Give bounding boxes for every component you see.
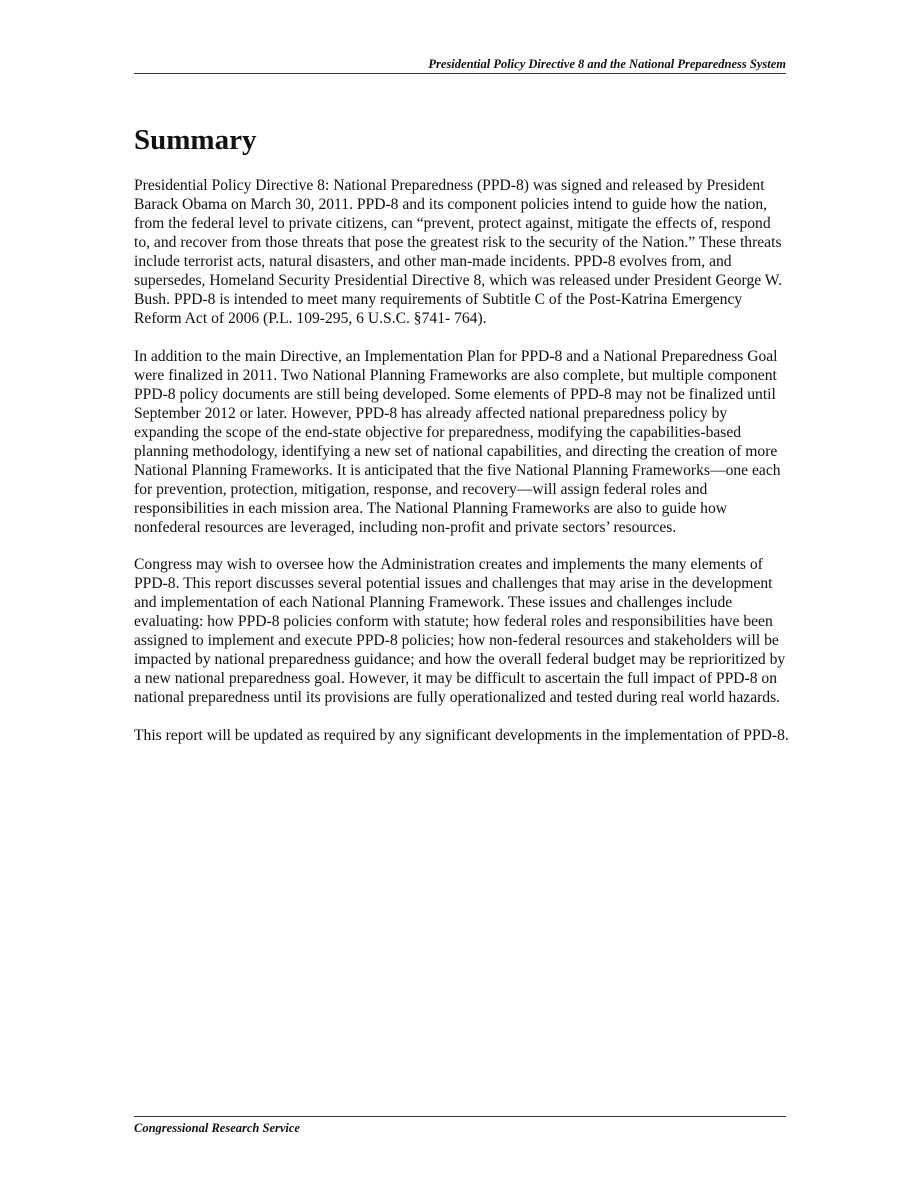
page-title: Summary (134, 124, 257, 156)
summary-paragraph-2: In addition to the main Directive, an Implementation Plan for PPD-8 and a National Preparedness Goal were finalized in 2011. Two National Planning Frameworks are also complete, but multiple component PPD-8 policy documents are still being developed. Some elements of PPD-8 may not be finalized until September 2012 or later. However, PPD-8 has already affected national preparedness policy by expanding the scope of the end-state objective for preparedness, modifying the capabilities-based planning methodology, identifying a new set of national capabilities, and directing the creation of more National Planning Frameworks. It is anticipated that the five National Planning Frameworks—one each for prevention, protection, mitigation, response, and recovery—will assign federal roles and responsibilities in each mission area. The National Planning Frameworks are also to guide how nonfederal resources are leveraged, including non-profit and private sectors’ resources. (134, 347, 781, 536)
header-divider (134, 73, 786, 74)
summary-paragraph-1: Presidential Policy Directive 8: National Preparedness (PPD-8) was signed and released by President Barack Obama on March 30, 2011. PPD-8 and its component policies intend to guide how the nation, from the federal level to private citizens, can “prevent, protect against, mitigate the effects of, respond to, and recover from those threats that pose the greatest risk to the security of the Nation.” These threats include terrorist acts, natural disasters, and other man-made incidents. PPD-8 evolves from, and supersedes, Homeland Security Presidential Directive 8, which was released under President George W. Bush. PPD-8 is intended to meet many requirements of Subtitle C of the Post-Katrina Emergency Reform Act of 2006 (P.L. 109-295, 6 U.S.C. §741- 764). (134, 177, 782, 327)
running-footer: Congressional Research Service (134, 1121, 300, 1135)
running-header: Presidential Policy Directive 8 and the National Preparedness System (428, 57, 786, 71)
footer-divider (134, 1116, 786, 1117)
summary-body (134, 176, 790, 763)
summary-paragraph-3: Congress may wish to oversee how the Administration creates and implements the many elements of PPD-8. This report discusses several potential issues and challenges that may arise in the development and implementation of each National Planning Framework. These issues and challenges include evaluating: how PPD-8 policies conform with statute; how federal roles and responsibilities have been assigned to implement and execute PPD-8 policies; how non-federal resources and stakeholders will be impacted by national preparedness guidance; and how the overall federal budget may be reprioritized by a new national preparedness goal. However, it may be difficult to ascertain the full impact of PPD-8 on national preparedness until its provisions are fully operationalized and tested during real world hazards. (134, 556, 786, 706)
summary-paragraph-4: This report will be updated as required by any significant developments in the implementation of PPD-8. (134, 726, 789, 744)
